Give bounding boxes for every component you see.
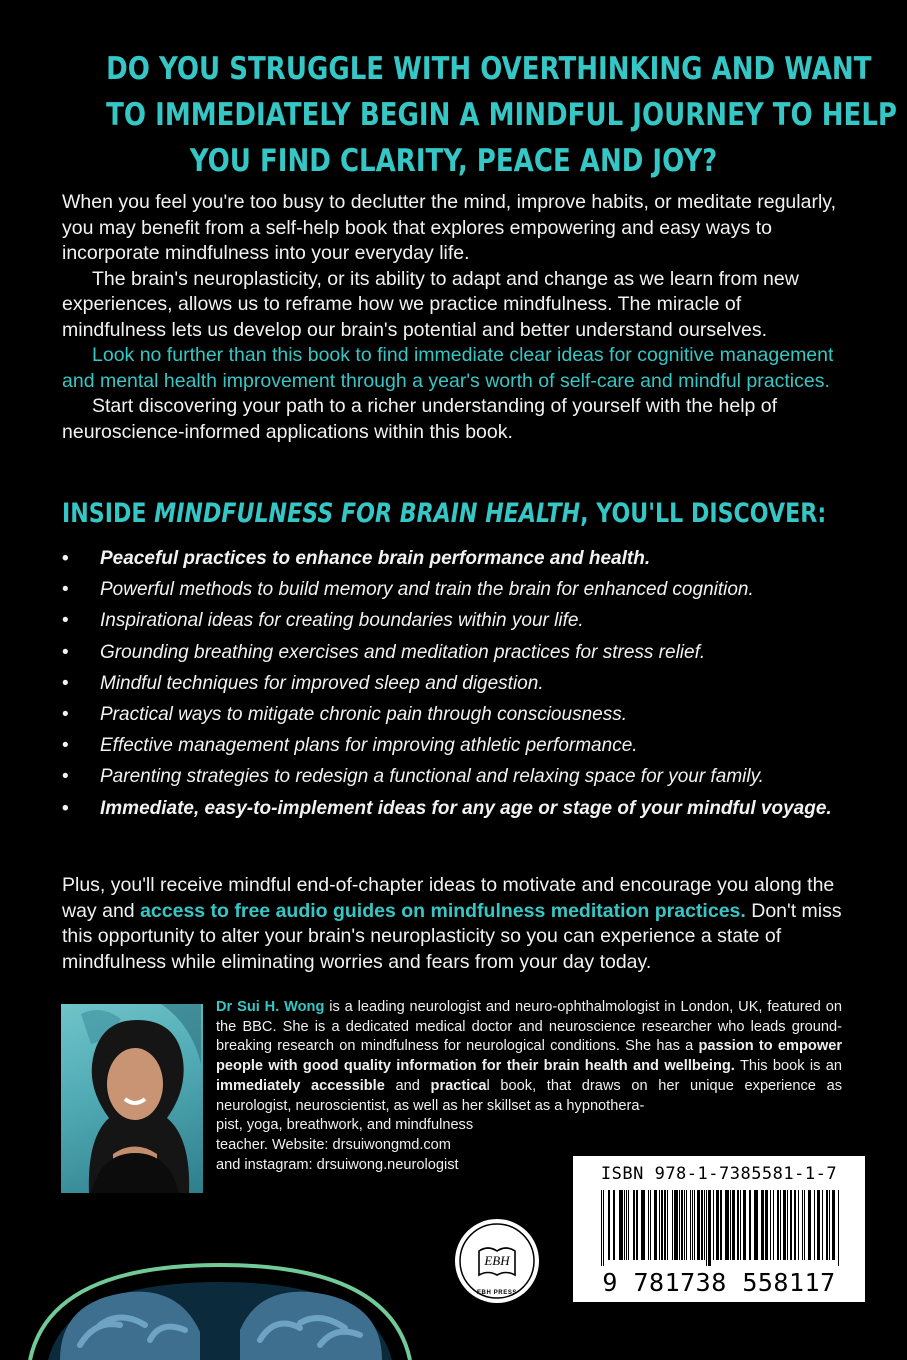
intro-paragraph-4: Start discovering your path to a richer understanding of yourself with the help of neuroscience-informed applications within this book.: [62, 395, 778, 443]
bullet-icon: •: [62, 610, 69, 632]
barcode-bar: [681, 1190, 683, 1260]
list-item: • Peaceful practices to enhance brain performance and health.: [62, 546, 852, 572]
publisher-logo: [453, 1217, 541, 1305]
bullet-icon: •: [62, 766, 69, 788]
book-title: MINDFULNESS FOR BRAIN HEALTH: [154, 498, 581, 529]
barcode-bar: [838, 1190, 839, 1266]
barcode-bar: [601, 1190, 602, 1266]
intro-paragraph-2: The brain's neuroplasticity, or its ability to adapt and change as we learn from new experiences, allows us to reframe how we practice mindfulness. The miracle of mindfulness lets us develop our brain's potential and better understand ourselves.: [62, 267, 799, 341]
brain-illustration: [0, 1245, 440, 1360]
barcode-bar: [626, 1190, 627, 1260]
intro-text: [62, 190, 846, 445]
barcode-bar: [787, 1190, 788, 1260]
barcode-bar: [613, 1190, 615, 1260]
barcode-bar: [804, 1190, 805, 1260]
list-item: • Inspirational ideas for creating boundaries within your life.: [62, 608, 852, 634]
audio-guides-highlight: access to free audio guides on mindfulness meditation practices.: [140, 899, 746, 922]
barcode-bar: [737, 1190, 739, 1260]
barcode-bar: [667, 1190, 668, 1260]
barcode-bar: [686, 1190, 687, 1260]
barcode-bar: [794, 1190, 796, 1260]
barcode-bar: [743, 1190, 746, 1260]
barcode-bar: [684, 1190, 685, 1260]
barcode-bar: [754, 1190, 758, 1260]
list-item: • Grounding breathing exercises and meditation practices for stress relief.: [62, 640, 852, 666]
barcode-bars: [601, 1190, 841, 1266]
bullet-icon: •: [62, 735, 69, 757]
barcode-bar: [780, 1190, 781, 1260]
intro-paragraph-1: When you feel you're too busy to declutter the mind, improve habits, or meditate regularly, you may benefit from a self-help book that explores empowering and easy ways to incorporate mindfulness into your everyday life.: [62, 191, 837, 264]
barcode-bar: [701, 1190, 703, 1260]
barcode-bar: [674, 1190, 678, 1260]
intro-paragraph-3: Look no further than this book to find immediate clear ideas for cognitive management and mental health improvement through a year's worth of self-care and mindful practices.: [62, 344, 834, 392]
barcode-bar: [619, 1190, 623, 1260]
barcode-bar: [692, 1190, 693, 1260]
publisher-monogram: EBH: [484, 1253, 510, 1268]
barcode-bar: [664, 1190, 666, 1260]
barcode-bar: [608, 1190, 610, 1260]
barcode-bar: [798, 1190, 799, 1260]
barcode-bar: [713, 1190, 714, 1260]
barcode-bar: [790, 1190, 792, 1260]
outro-text: Plus, you'll receive mindful end-of-chapter ideas to motivate and encourage you along the way and access to free audio guides on mindfulness meditation practices. Don't miss this opportunity to alter your brain's neuroplasticity so you can experience a state of mindfulness while eliminating worries and fears from your day today.: [62, 874, 842, 973]
bullet-icon: •: [62, 579, 69, 601]
barcode-bar: [832, 1190, 835, 1260]
barcode-number: 9 781738 558117: [602, 1268, 836, 1297]
barcode-bar: [697, 1190, 700, 1260]
barcode-bar: [641, 1190, 645, 1260]
barcode-bar: [765, 1190, 768, 1260]
barcode-bar: [636, 1190, 638, 1260]
headline-line-2: TO IMMEDIATELY BEGIN A MINDFUL JOURNEY TO HELP: [106, 97, 898, 133]
list-item: • Effective management plans for improving athletic performance.: [62, 733, 852, 759]
barcode-bar: [654, 1190, 657, 1260]
list-item: • Practical ways to mitigate chronic pain through consciousness.: [62, 702, 852, 728]
barcode-bar: [814, 1190, 815, 1260]
isbn-barcode: [573, 1156, 865, 1302]
headline-line-1: DO YOU STRUGGLE WITH OVERTHINKING AND WANT: [106, 51, 872, 87]
list-item: • Immediate, easy-to-implement ideas for any age or stage of your mindful voyage.: [62, 796, 852, 822]
barcode-bar: [725, 1190, 729, 1260]
barcode-bar: [749, 1190, 751, 1260]
bullet-icon: •: [62, 548, 69, 569]
barcode-bar: [633, 1190, 635, 1260]
isbn-label: ISBN 978-1-7385581-1-7: [600, 1164, 838, 1184]
barcode-bar: [694, 1190, 695, 1260]
barcode-bar: [624, 1190, 625, 1260]
barcode-bar: [704, 1190, 705, 1260]
author-name: Dr Sui H. Wong: [216, 999, 325, 1015]
barcode-bar: [829, 1190, 830, 1260]
barcode-bar: [817, 1190, 820, 1260]
barcode-bar: [706, 1190, 707, 1266]
barcode-bar: [770, 1190, 771, 1260]
headline-line-3: YOU FIND CLARITY, PEACE AND JOY?: [189, 143, 718, 179]
barcode-bar: [659, 1190, 660, 1260]
barcode-bar: [603, 1190, 604, 1266]
bullet-icon: •: [62, 797, 69, 819]
barcode-bar: [783, 1190, 786, 1260]
barcode-bar: [773, 1190, 774, 1260]
barcode-bar: [802, 1190, 803, 1260]
discover-heading-suffix: , YOU'LL DISCOVER:: [580, 498, 827, 529]
discover-heading: [62, 496, 827, 532]
barcode-bar: [777, 1190, 779, 1260]
barcode-bar: [628, 1190, 629, 1260]
barcode-bar: [740, 1190, 741, 1260]
discover-list: [62, 546, 852, 827]
barcode-bar: [648, 1190, 649, 1260]
barcode-bar: [826, 1190, 828, 1260]
list-item: • Mindful techniques for improved sleep and digestion.: [62, 671, 852, 697]
barcode-bar: [822, 1190, 823, 1260]
barcode-bar: [661, 1190, 663, 1260]
list-item: • Powerful methods to build memory and train the brain for enhanced cognition.: [62, 577, 852, 603]
list-item: • Parenting strategies to redesign a functional and relaxing space for your family.: [62, 764, 852, 790]
barcode-bar: [730, 1190, 731, 1260]
bullet-icon: •: [62, 641, 69, 663]
discover-heading-prefix: INSIDE: [62, 498, 155, 529]
bullet-icon: •: [62, 672, 69, 694]
author-bio: Dr Sui H. Wong is a leading neurologist and neuro-ophthalmologist in London, UK, featured on the BBC. She is a dedicated medical doctor and neuroscience researcher who leads ground-breaking research on mindfulness for neurological conditions. She has a passion to empower people with good quality information for their brain health and wellbeing. This book is an immediately accessible and practical book, that draws on her unique experience as neurologist, neuroscientist, as well as her skillset as a hypnothera- pist, yoga, breathwork, and mindfulness teacher. Website: drsuiwongmd.com and instagram: drsuiwong.neurologist: [216, 999, 843, 1173]
barcode-bar: [679, 1190, 680, 1260]
author-portrait-image: [61, 1004, 203, 1193]
barcode-bar: [672, 1190, 673, 1260]
author-photo: [61, 1004, 203, 1193]
barcode-bar: [720, 1190, 722, 1260]
headline: [106, 46, 898, 184]
barcode-bar: [708, 1190, 711, 1266]
barcode-bar: [732, 1190, 735, 1260]
barcode-bar: [650, 1190, 651, 1260]
bullet-icon: •: [62, 703, 69, 725]
barcode-bar: [690, 1190, 691, 1260]
barcode-bar: [716, 1190, 719, 1260]
barcode-bar: [808, 1190, 811, 1260]
publisher-name: EBH PRESS: [476, 1290, 518, 1296]
barcode-bar: [761, 1190, 764, 1260]
